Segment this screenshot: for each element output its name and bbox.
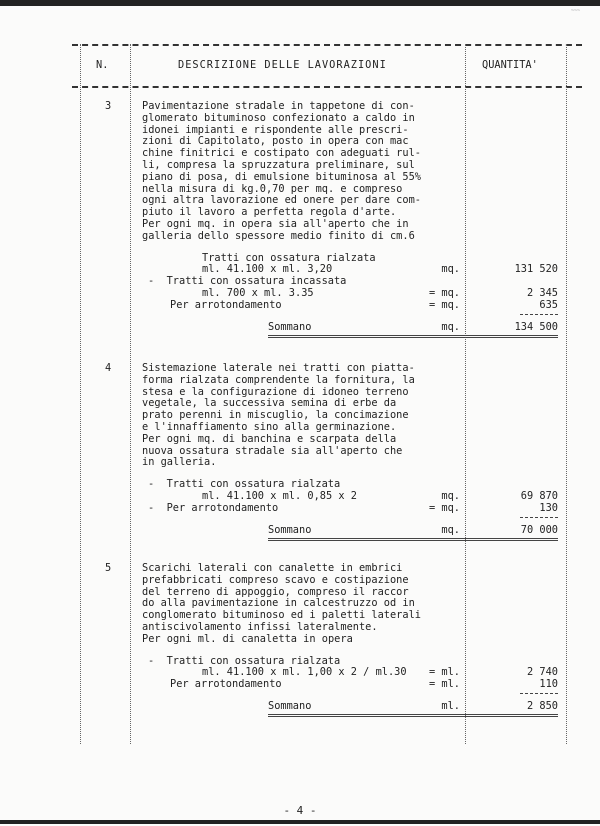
total-rule <box>268 335 558 338</box>
description-line: galleria dello spessore medio finito di cm.6 <box>142 229 415 242</box>
measurement-quantity: 130 <box>539 501 558 514</box>
item-number: 5 <box>105 562 112 574</box>
column-divider-n <box>130 44 131 744</box>
description-line: vegetale, la successiva semina di erbe da <box>142 397 397 410</box>
description-line: Scarichi laterali con canalette in embrici <box>142 562 403 574</box>
total-rule <box>268 714 558 717</box>
description-line: antiscivolamento infissi lateralmente. <box>142 621 378 633</box>
page-number: - 4 - <box>283 804 317 817</box>
subtotal-rule <box>520 517 558 518</box>
measurement-text: Per arrotondamento <box>170 298 282 311</box>
subtotal-rule <box>520 314 558 315</box>
measurement-quantity: 110 <box>539 678 558 691</box>
header-bottom-rule <box>72 86 582 88</box>
description-line: Pavimentazione stradale in tappetone di con- <box>142 100 415 112</box>
header-number: N. <box>96 59 109 71</box>
description-line: Per ogni mq. in opera sia all'aperto che in <box>142 218 409 230</box>
description-line: do alla pavimentazione in calcestruzzo od in <box>142 597 415 610</box>
measurement-unit: = ml. <box>429 666 460 679</box>
total-quantity: 134 500 <box>514 320 558 333</box>
description-line: piano di posa, di emulsione bituminosa al 55% <box>142 170 421 183</box>
measurement-text: Tratti con ossatura rialzata <box>202 251 376 264</box>
measurement-quantity: 69 870 <box>520 490 558 502</box>
item-number: 4 <box>105 362 112 374</box>
measurement-text: ml. 41.100 x ml. 1,00 x 2 / ml.30 <box>202 666 407 679</box>
description-line: del terreno di appoggio, compreso il raccor <box>142 585 409 598</box>
header-quantity: QUANTITA' <box>482 59 538 71</box>
total-label: Sommano <box>268 320 312 333</box>
description-line: ogni altra lavorazione ed onere per dare com- <box>142 194 421 207</box>
left-border <box>80 44 81 744</box>
measurement-text: - Tratti con ossatura rialzata <box>148 654 341 667</box>
description-line: stesa e la configurazione di idoneo terreno <box>142 385 409 398</box>
subtotal-rule <box>520 693 558 694</box>
measurement-text: - Tratti con ossatura incassata <box>148 275 347 288</box>
header-description: DESCRIZIONE DELLE LAVORAZIONI <box>178 59 387 71</box>
total-label: Sommano <box>268 700 312 712</box>
description-line: li, compresa la spruzzatura preliminare, sul <box>142 159 415 171</box>
bottom-scan-edge <box>0 820 600 824</box>
description-line: chine finitrici e costipato con adeguati rul- <box>142 147 421 160</box>
description-line: Per ogni mq. di banchina e scarpata della <box>142 432 397 445</box>
column-divider-desc <box>465 44 466 744</box>
total-quantity: 2 850 <box>527 700 558 712</box>
description-line: zioni di Capitolato, posto in opera con mac <box>142 135 409 148</box>
description-line: piuto il lavoro a perfetta regola d'arte. <box>142 206 397 219</box>
total-quantity: 70 000 <box>520 523 558 536</box>
description-line: Sistemazione laterale nei tratti con piatta- <box>142 362 415 374</box>
total-rule <box>268 538 558 541</box>
measurement-quantity: 2 740 <box>527 666 558 679</box>
item-number: 3 <box>105 100 112 112</box>
measurement-quantity: 131 520 <box>514 263 558 276</box>
description-line: forma rialzata comprendente la fornitura, la <box>142 373 415 386</box>
description-line: conglomerato bituminoso ed i paletti laterali <box>142 609 421 622</box>
header-top-rule <box>72 44 582 46</box>
measurement-text: ml. 700 x ml. 3.35 <box>202 287 314 299</box>
measurement-unit: = mq. <box>429 298 460 311</box>
top-scan-edge <box>0 0 600 6</box>
measurement-quantity: 2 345 <box>527 287 558 299</box>
measurement-quantity: 635 <box>539 298 558 311</box>
measurement-unit: = mq. <box>429 287 460 299</box>
measurement-unit: mq. <box>441 490 460 502</box>
description-line: glomerato bituminoso confezionato a caldo in <box>142 111 415 124</box>
measurement-unit: mq. <box>441 263 460 276</box>
description-line: in galleria. <box>142 456 217 469</box>
measurement-text: ml. 41.100 x ml. 3,20 <box>202 263 333 276</box>
measurement-text: - Tratti con ossatura rialzata <box>148 478 341 491</box>
measurement-text: Per arrotondamento <box>170 678 282 691</box>
measurement-text: - Per arrotondamento <box>148 501 279 514</box>
total-unit: mq. <box>441 523 460 536</box>
right-border <box>566 44 567 744</box>
measurement-unit: = ml. <box>429 678 460 691</box>
measurement-unit: = mq. <box>429 501 460 514</box>
description-line: nella misura di kg.0,70 per mq. e compreso <box>142 182 403 195</box>
description-line: e l'innaffiamento sino alla germinazione. <box>142 421 397 433</box>
description-line: prefabbricati compreso scavo e costipazione <box>142 573 409 586</box>
description-line: prato perenni in miscuglio, la concimazione <box>142 409 409 422</box>
corner-mark: ~~~ <box>570 8 580 14</box>
description-line: Per ogni ml. di canaletta in opera <box>142 632 353 645</box>
total-unit: mq. <box>441 320 460 333</box>
measurement-text: ml. 41.100 x ml. 0,85 x 2 <box>202 490 357 502</box>
description-line: idonei impianti e rispondente alle prescri- <box>142 123 409 136</box>
total-label: Sommano <box>268 523 312 536</box>
total-unit: ml. <box>441 700 460 712</box>
description-line: nuova ossatura stradale sia all'aperto che <box>142 444 403 457</box>
